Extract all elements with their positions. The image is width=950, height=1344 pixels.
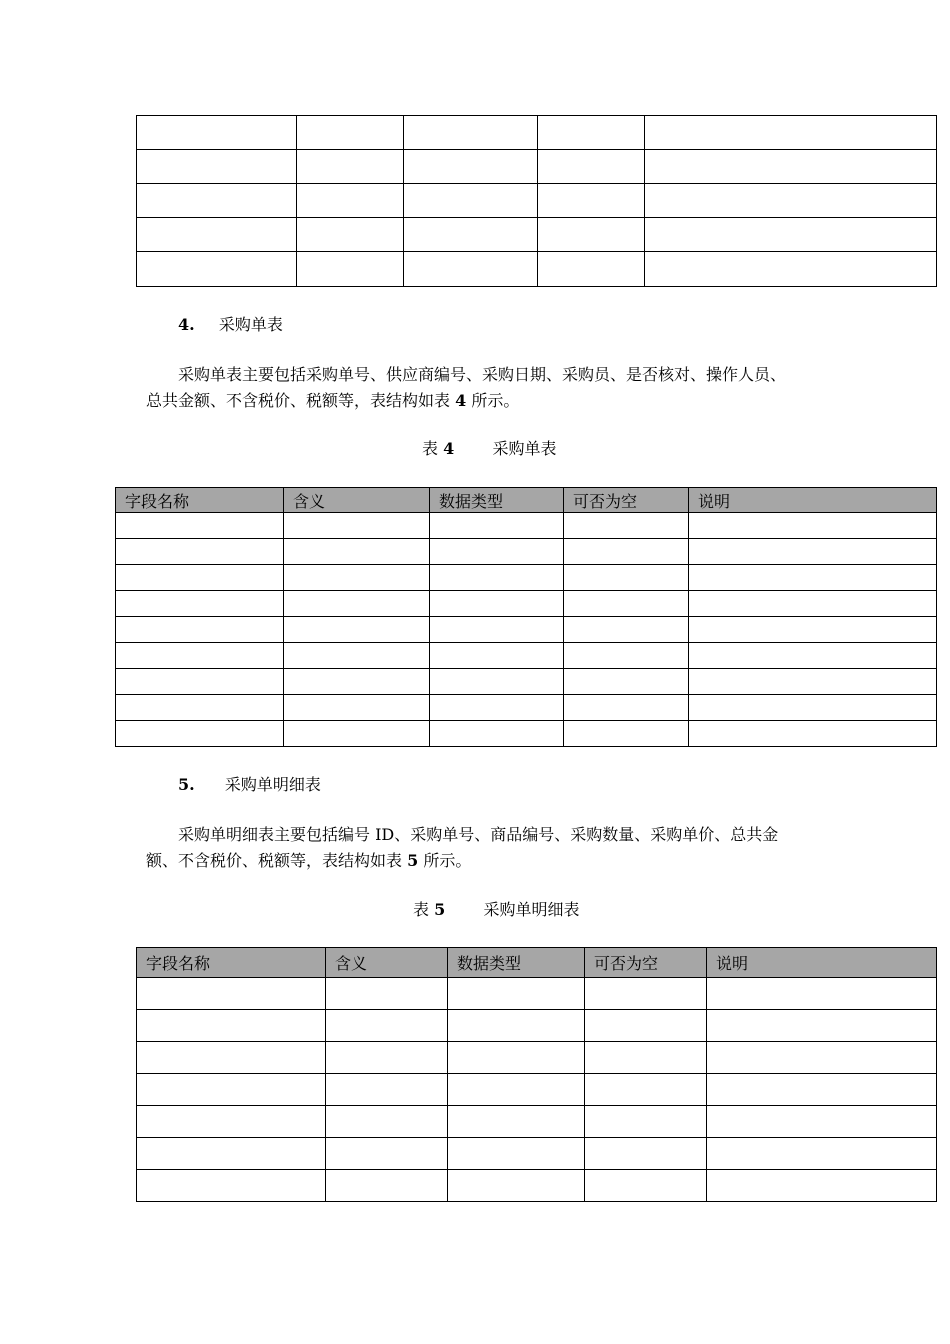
table-3-continued bbox=[136, 115, 937, 287]
paragraph-text: 总共金额、不含税价、税额等，表结构如表 bbox=[146, 391, 451, 410]
header-nullable: 可否为空 bbox=[564, 488, 689, 513]
section-number: 5. bbox=[178, 775, 195, 794]
table-header-row bbox=[137, 948, 937, 978]
table-row bbox=[116, 565, 937, 591]
paragraph-5-line1 bbox=[178, 823, 778, 847]
section-number: 4. bbox=[178, 315, 195, 334]
table-row bbox=[137, 184, 937, 218]
caption-prefix: 表 bbox=[422, 439, 439, 458]
table-caption-4 bbox=[422, 437, 556, 461]
section-title: 采购单表 bbox=[218, 315, 283, 334]
header-meaning: 含义 bbox=[326, 948, 448, 978]
caption-number: 5 bbox=[434, 900, 446, 919]
section-heading-4 bbox=[178, 313, 283, 337]
table-reference-number: 4 bbox=[455, 391, 467, 410]
table-row bbox=[137, 252, 937, 287]
header-description: 说明 bbox=[689, 488, 937, 513]
header-field-name: 字段名称 bbox=[116, 488, 284, 513]
table-row bbox=[116, 695, 937, 721]
table-row bbox=[137, 218, 937, 252]
table-row bbox=[137, 1010, 937, 1042]
header-field-name: 字段名称 bbox=[137, 948, 326, 978]
paragraph-5-line2 bbox=[146, 849, 471, 873]
section-heading-5 bbox=[178, 773, 321, 797]
header-description: 说明 bbox=[707, 948, 937, 978]
header-meaning: 含义 bbox=[284, 488, 430, 513]
caption-title: 采购单表 bbox=[492, 439, 557, 458]
table-row bbox=[116, 513, 937, 539]
table-row bbox=[116, 617, 937, 643]
table-row bbox=[116, 591, 937, 617]
table-row bbox=[137, 150, 937, 184]
paragraph-4-line2 bbox=[146, 389, 519, 413]
caption-prefix: 表 bbox=[413, 900, 430, 919]
header-nullable: 可否为空 bbox=[585, 948, 707, 978]
caption-number: 4 bbox=[443, 439, 455, 458]
paragraph-text: 采购单明细表主要包括编号 ID、采购单号、商品编号、采购数量、采购单价、总共金 bbox=[178, 825, 779, 844]
table-row bbox=[137, 978, 937, 1010]
table-row bbox=[137, 116, 937, 150]
paragraph-text: 采购单表主要包括采购单号、供应商编号、采购日期、采购员、是否核对、操作人员、 bbox=[178, 365, 787, 384]
table-row bbox=[116, 669, 937, 695]
table-row bbox=[137, 1074, 937, 1106]
table-row bbox=[137, 1042, 937, 1074]
table-4 bbox=[115, 487, 937, 747]
caption-title: 采购单明细表 bbox=[483, 900, 580, 919]
header-data-type: 数据类型 bbox=[430, 488, 564, 513]
table-row bbox=[116, 721, 937, 747]
table-5 bbox=[136, 947, 937, 1202]
table-row bbox=[116, 539, 937, 565]
table-row bbox=[137, 1170, 937, 1202]
header-data-type: 数据类型 bbox=[448, 948, 585, 978]
section-title: 采购单明细表 bbox=[224, 775, 321, 794]
paragraph-text: 额、不含税价、税额等，表结构如表 bbox=[146, 851, 403, 870]
table-header-row bbox=[116, 488, 937, 513]
paragraph-text: 所示。 bbox=[471, 391, 520, 410]
paragraph-4-line1 bbox=[178, 363, 786, 387]
table-row bbox=[137, 1138, 937, 1170]
table-row bbox=[137, 1106, 937, 1138]
table-reference-number: 5 bbox=[407, 851, 419, 870]
paragraph-text: 所示。 bbox=[423, 851, 472, 870]
table-caption-5 bbox=[413, 898, 579, 922]
table-row bbox=[116, 643, 937, 669]
